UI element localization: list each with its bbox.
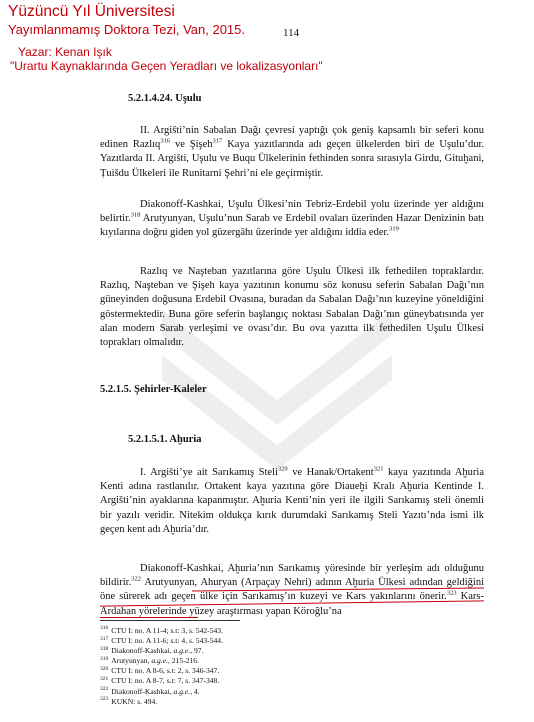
footnote-divider	[100, 620, 240, 621]
footnote-ref: 316	[160, 137, 171, 145]
heading-ahuria: 5.2.1.5.1. Aḫuria	[128, 434, 202, 445]
footnote: $^{319}$ Arutyunyan, a.g.e., 215-216.	[100, 655, 200, 666]
title-stamp: "Urartu Kaynaklarında Geçen Yeradları ve lokalizasyonları"	[10, 59, 323, 73]
red-underline	[100, 617, 198, 618]
thesis-stamp: Yayımlanmamış Doktora Tezi, Van, 2015.	[8, 22, 245, 37]
footnotes	[100, 626, 223, 707]
footnote: $^{321}$ CTU I: no. A 8-7, s.t: 7, s. 347-348.	[100, 675, 220, 686]
page-number: 114	[283, 27, 300, 39]
heading-usulu: 5.2.1.4.24. Uşulu	[128, 93, 202, 104]
footnote-ref: 318	[130, 211, 141, 219]
paragraph-ahuria-2: Diakonoff-Kashkai, Aḫuria’nın Sarıkamış yöresinde bir yerleşim adı olduğunu bildirir.$^{322}$ Arutyunyan, Ahuryan (Arpaçay Nehri) adının Aḫuria Ülkesi adından geldiğini öne sürerek adı geçen ülke için Sarıkamış’ın kuzeyi ve Kars yakınlarını önerir.$^{323}$ Kars-Ardahan yörelerinde yüzey araştırması yapan Köroğlu’na	[100, 563, 484, 617]
footnote-ref: 317	[212, 137, 223, 145]
footnote: $^{316}$ CTU I: no. A 11-4; s.t: 3, s. 542-543.	[100, 625, 223, 635]
author-stamp: Yazar: Kenan Işık	[18, 45, 112, 59]
footnote: $^{323}$ KUKN: s. 494.	[100, 696, 158, 706]
paragraph-usulu-2: Diakonoff-Kashkai, Uşulu Ülkesi’nin Tebriz-Erdebil yolu üzerinde yer aldığını belirtir.$^{318}$ Arutyunyan, Uşulu’nun Sarab ve Erdebil ovaları üzerinden Hazar Denizinin batı kıyılarına doğru giden yol güzergâhı üzerinde yer aldığını iddia eder.$^{319}$	[100, 199, 484, 239]
university-stamp: Yüzüncü Yıl Üniversitesi	[8, 3, 175, 20]
footnote: $^{322}$ Diakonoff-Kashkai, a.g.e., 4.	[100, 686, 200, 696]
paragraph-usulu-1: II. Argišti’nin Sabalan Dağı çevresi yaptığı çok geniş kapsamlı bir seferi konu edinen Razlıq$^{316}$ ve Şişeh$^{317}$ Kaya yazıtlarında adı geçen ülkelerden biri de Uşulu’dur. Yazıtlarda II. Argišti, Uşulu ve Buqu Ülkelerinin fethinden sonra sırasıyla Girdu, Gituḫani, Ṭuišdu Ülkeleri ile Runitarni Şehri’ni ele geçirmiştir.	[100, 125, 484, 179]
paragraph-ahuria-1: I. Argišti’ye ait Sarıkamış Steli$^{320}$ ve Hanak/Ortakent$^{321}$ kaya yazıtında Aḫuria Kenti adına rastlanılır. Ortakent kaya yazıtına göre Diaueḫi Kralı Aḫuria Kentinde I. Argišti’nin ayaklarına kapanmıştır. Aḫuria Kenti’nin yeri ile ilgili Sarıkamış steli önemli bir yazılı veridir. Nitekim oldukça kırık durumdaki Sarıkamış Steli Yazıtı’nda ismi ilk geçen kent adı Aḫuria’dır.	[100, 465, 485, 535]
paragraph-usulu-3: Razlıq ve Naşteban yazıtlarına göre Uşulu Ülkesi ilk fethedilen topraklardır. Razlıq, Naşteban ve Şişeh kaya yazıtının konumu söz konusu seferin Sabalan Dağı’nın güneyinden doğusuna Erdebil Ovasına, buradan da Sabalan Dağı’nın kuzeyine yöneldiğini göstermektedir. Buna göre seferin başlangıç noktası Sabalan Dağı’nın güneybatısında yer alan modern Sarab yerleşimi ve ovası’dır. Bu ova yazıtta ilk fethedilen Uşulu Ülkesi toprakları olmalıdır.	[100, 266, 484, 349]
footnote-ref: 319	[389, 225, 399, 233]
footnote: $^{320}$ CTU I: no. A 8-6, s.t: 2, s. 346-347.	[100, 665, 220, 676]
footnote: $^{317}$ CTU I: no. A 11-6; s.t: 4, s. 543-544.	[100, 635, 223, 646]
footnote-ref: 322	[131, 575, 141, 583]
footnote-ref: 321	[373, 465, 384, 473]
footnote-ref: 320	[277, 465, 288, 473]
footnote-ref: 323	[446, 589, 457, 597]
footnote: $^{318}$ Diakonoff-Kashkai, a.g.e., 97.	[100, 645, 204, 656]
heading-sehirler-kaleler: 5.2.1.5. Şehirler-Kaleler	[100, 384, 207, 395]
